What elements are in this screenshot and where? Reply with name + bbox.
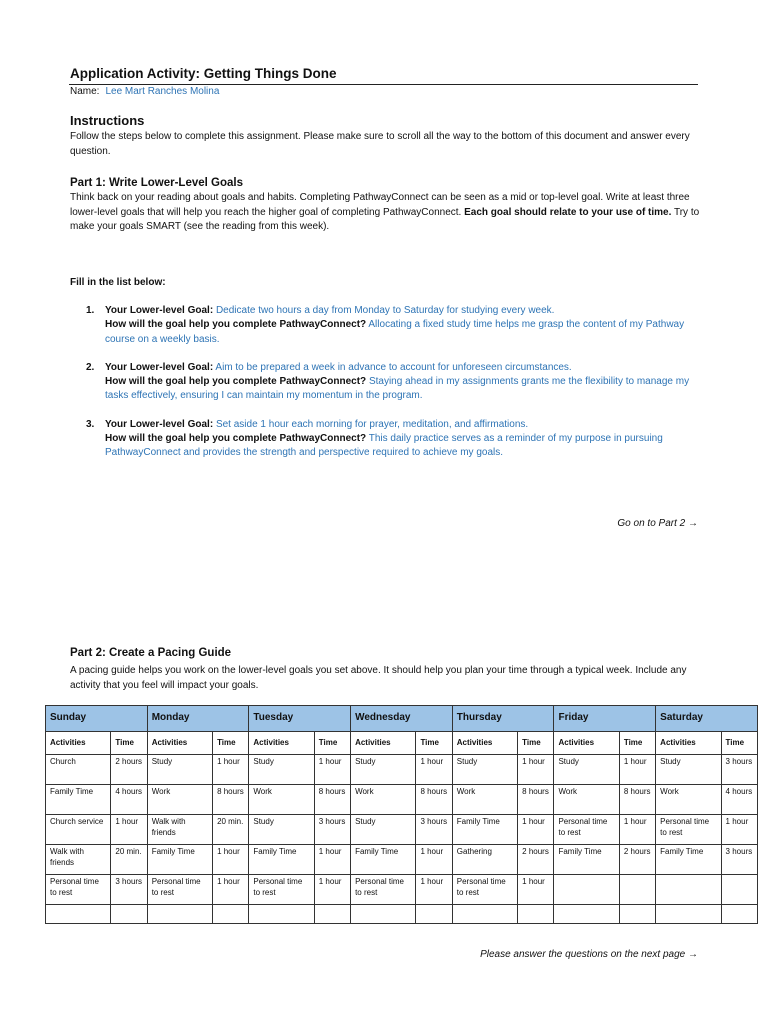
day-header-row bbox=[46, 706, 758, 732]
help-label: How will the goal help you complete PathwayConnect? bbox=[105, 319, 367, 331]
time-cell[interactable]: 20 min. bbox=[213, 815, 249, 845]
time-cell[interactable]: 1 hour bbox=[416, 755, 452, 785]
time-header: Time bbox=[721, 732, 757, 755]
activity-cell[interactable]: Study bbox=[249, 755, 314, 785]
time-cell[interactable]: 4 hours bbox=[111, 785, 147, 815]
time-cell[interactable]: 3 hours bbox=[416, 815, 452, 845]
activities-header: Activities bbox=[147, 732, 212, 755]
time-cell[interactable]: 20 min. bbox=[111, 845, 147, 875]
goal-item bbox=[70, 361, 690, 404]
time-cell[interactable]: 1 hour bbox=[314, 875, 350, 905]
time-cell[interactable]: 1 hour bbox=[619, 815, 655, 845]
part1-intro bbox=[70, 191, 700, 235]
help-label: How will the goal help you complete PathwayConnect? bbox=[105, 433, 367, 445]
day-header: Monday bbox=[147, 706, 249, 732]
name-line bbox=[70, 86, 219, 97]
time-cell[interactable] bbox=[619, 905, 655, 924]
help-answer[interactable]: This daily practice serves as a reminder of my purpose in pursuing PathwayConnect and provides the strength and perspective required to achieve my goals. bbox=[105, 433, 663, 459]
time-cell[interactable]: 1 hour bbox=[721, 815, 757, 845]
activity-cell[interactable]: Work bbox=[147, 785, 212, 815]
goal-number: 1. bbox=[86, 305, 95, 316]
time-cell[interactable] bbox=[518, 905, 554, 924]
part1-intro-text: Think back on your reading about goals and habits. Completing PathwayConnect can be seen as a mid or top-level goal. Write at least three lower-level goals that will help you reach the higher goal of completing PathwayConnect. bbox=[70, 192, 690, 218]
time-cell[interactable]: 1 hour bbox=[416, 875, 452, 905]
activity-cell[interactable]: Family Time bbox=[147, 845, 212, 875]
schedule-row bbox=[46, 815, 758, 845]
activity-cell[interactable]: Personal time to rest bbox=[452, 875, 517, 905]
activity-cell[interactable]: Personal time to rest bbox=[351, 875, 416, 905]
day-header: Wednesday bbox=[351, 706, 453, 732]
activity-cell[interactable] bbox=[249, 905, 314, 924]
time-cell[interactable]: 1 hour bbox=[111, 815, 147, 845]
activity-cell[interactable]: Study bbox=[249, 815, 314, 845]
time-cell[interactable]: 1 hour bbox=[314, 755, 350, 785]
day-header: Thursday bbox=[452, 706, 554, 732]
activity-cell[interactable]: Study bbox=[554, 755, 619, 785]
time-header: Time bbox=[213, 732, 249, 755]
activity-cell[interactable]: Work bbox=[351, 785, 416, 815]
part1-heading: Part 1: Write Lower-Level Goals bbox=[70, 177, 243, 189]
part2-heading: Part 2: Create a Pacing Guide bbox=[70, 647, 232, 659]
time-cell[interactable]: 8 hours bbox=[416, 785, 452, 815]
help-answer[interactable]: Staying ahead in my assignments grants me the flexibility to manage my tasks effectively, ensuring I can maintain my momentum in the program. bbox=[105, 376, 690, 402]
goals-list bbox=[70, 304, 690, 475]
activity-cell[interactable]: Walk with friends bbox=[147, 815, 212, 845]
time-cell[interactable] bbox=[721, 905, 757, 924]
activity-cell[interactable]: Family Time bbox=[554, 845, 619, 875]
time-cell[interactable]: 1 hour bbox=[518, 755, 554, 785]
goal-answer[interactable]: Aim to be prepared a week in advance to account for unforeseen circumstances. bbox=[215, 361, 572, 373]
document-title: Application Activity: Getting Things Done bbox=[70, 66, 337, 81]
goal-label: Your Lower-level Goal: bbox=[105, 361, 214, 373]
time-cell[interactable]: 1 hour bbox=[619, 755, 655, 785]
activity-cell[interactable]: Walk with friends bbox=[46, 845, 111, 875]
time-header: Time bbox=[111, 732, 147, 755]
part1-intro-end: Try to make your goals SMART (see the reading from this week). bbox=[70, 206, 700, 232]
name-label: Name: bbox=[70, 86, 100, 97]
time-cell[interactable]: 8 hours bbox=[213, 785, 249, 815]
activity-cell[interactable]: Personal time to rest bbox=[656, 815, 721, 845]
goal-item bbox=[70, 304, 690, 347]
activity-cell[interactable]: Church service bbox=[46, 815, 111, 845]
time-cell[interactable]: 3 hours bbox=[721, 845, 757, 875]
activity-cell[interactable] bbox=[656, 905, 721, 924]
activity-cell[interactable]: Study bbox=[147, 755, 212, 785]
next-part-note: Go on to Part 2 → bbox=[617, 518, 698, 529]
name-value[interactable]: Lee Mart Ranches Molina bbox=[105, 86, 220, 97]
activity-cell[interactable]: Study bbox=[656, 755, 721, 785]
time-header: Time bbox=[619, 732, 655, 755]
time-cell[interactable] bbox=[213, 905, 249, 924]
activity-cell[interactable]: Church bbox=[46, 755, 111, 785]
time-cell[interactable]: 2 hours bbox=[518, 845, 554, 875]
time-cell[interactable] bbox=[721, 875, 757, 905]
activities-header: Activities bbox=[46, 732, 111, 755]
activity-cell[interactable]: Personal time to rest bbox=[249, 875, 314, 905]
fill-list-label: Fill in the list below: bbox=[70, 277, 166, 288]
time-cell[interactable]: 8 hours bbox=[314, 785, 350, 815]
day-header: Tuesday bbox=[249, 706, 351, 732]
activity-cell[interactable]: Personal time to rest bbox=[147, 875, 212, 905]
schedule-row bbox=[46, 755, 758, 785]
activity-cell[interactable]: Personal time to rest bbox=[46, 875, 111, 905]
activity-cell[interactable] bbox=[452, 905, 517, 924]
help-answer[interactable]: Allocating a fixed study time helps me grasp the content of my Pathway course on a weekly basis. bbox=[105, 319, 685, 345]
activity-cell[interactable]: Work bbox=[656, 785, 721, 815]
activity-cell[interactable]: Family Time bbox=[452, 815, 517, 845]
time-cell[interactable]: 1 hour bbox=[213, 875, 249, 905]
schedule-row bbox=[46, 905, 758, 924]
activity-cell[interactable]: Gathering bbox=[452, 845, 517, 875]
instructions-heading: Instructions bbox=[70, 113, 145, 128]
goal-label: Your Lower-level Goal: bbox=[105, 418, 214, 430]
activity-cell[interactable]: Work bbox=[554, 785, 619, 815]
goal-label: Your Lower-level Goal: bbox=[105, 305, 214, 316]
activity-cell[interactable]: Family Time bbox=[351, 845, 416, 875]
instructions-text: Follow the steps below to complete this assignment. Please make sure to scroll all the way to the bottom of this document and answer every question. bbox=[70, 131, 690, 157]
activity-cell[interactable]: Study bbox=[452, 755, 517, 785]
goal-answer[interactable]: Set aside 1 hour each morning for prayer, meditation, and affirmations. bbox=[215, 418, 529, 430]
goal-number: 2. bbox=[86, 361, 95, 373]
time-cell[interactable]: 1 hour bbox=[314, 845, 350, 875]
pacing-guide-table bbox=[45, 705, 758, 924]
day-header: Friday bbox=[554, 706, 656, 732]
time-cell[interactable]: 3 hours bbox=[314, 815, 350, 845]
column-subheader-row bbox=[46, 732, 758, 755]
time-cell[interactable]: 1 hour bbox=[416, 845, 452, 875]
time-header: Time bbox=[518, 732, 554, 755]
time-header: Time bbox=[416, 732, 452, 755]
schedule-row bbox=[46, 875, 758, 905]
activity-cell[interactable] bbox=[554, 905, 619, 924]
activities-header: Activities bbox=[351, 732, 416, 755]
time-cell[interactable]: 2 hours bbox=[111, 755, 147, 785]
activities-header: Activities bbox=[452, 732, 517, 755]
activities-header: Activities bbox=[554, 732, 619, 755]
time-cell[interactable] bbox=[111, 905, 147, 924]
activity-cell[interactable] bbox=[147, 905, 212, 924]
goal-number: 3. bbox=[86, 418, 95, 430]
time-cell[interactable]: 1 hour bbox=[213, 755, 249, 785]
goal-item bbox=[70, 418, 690, 461]
activity-cell[interactable]: Study bbox=[351, 755, 416, 785]
day-header: Saturday bbox=[656, 706, 758, 732]
time-header: Time bbox=[314, 732, 350, 755]
time-cell[interactable]: 8 hours bbox=[518, 785, 554, 815]
time-cell[interactable]: 1 hour bbox=[518, 875, 554, 905]
activities-header: Activities bbox=[656, 732, 721, 755]
activity-cell[interactable] bbox=[656, 875, 721, 905]
goal-answer[interactable]: Dedicate two hours a day from Monday to Saturday for studying every week. bbox=[215, 305, 555, 316]
time-cell[interactable] bbox=[314, 905, 350, 924]
time-cell[interactable] bbox=[619, 875, 655, 905]
activity-cell[interactable]: Family Time bbox=[656, 845, 721, 875]
time-cell[interactable]: 8 hours bbox=[619, 785, 655, 815]
schedule-row bbox=[46, 845, 758, 875]
activity-cell[interactable]: Study bbox=[351, 815, 416, 845]
activity-cell[interactable] bbox=[351, 905, 416, 924]
activity-cell[interactable] bbox=[46, 905, 111, 924]
activity-cell[interactable]: Family Time bbox=[249, 845, 314, 875]
time-cell[interactable]: 3 hours bbox=[111, 875, 147, 905]
time-cell[interactable]: 1 hour bbox=[213, 845, 249, 875]
activity-cell[interactable] bbox=[554, 875, 619, 905]
day-header: Sunday bbox=[46, 706, 148, 732]
time-cell[interactable]: 3 hours bbox=[721, 755, 757, 785]
part1-intro-bold: Each goal should relate to your use of time. bbox=[464, 206, 672, 218]
time-cell[interactable]: 1 hour bbox=[518, 815, 554, 845]
part2-intro: A pacing guide helps you work on the lower-level goals you set above. It should help you plan your time through a typical week. Include any activity that you feel will impact your goals. bbox=[70, 665, 687, 691]
next-page-note: Please answer the questions on the next page → bbox=[480, 949, 698, 960]
time-cell[interactable]: 4 hours bbox=[721, 785, 757, 815]
time-cell[interactable]: 2 hours bbox=[619, 845, 655, 875]
activity-cell[interactable]: Work bbox=[249, 785, 314, 815]
title-underline bbox=[69, 84, 698, 85]
time-cell[interactable] bbox=[416, 905, 452, 924]
schedule-row bbox=[46, 785, 758, 815]
activity-cell[interactable]: Personal time to rest bbox=[554, 815, 619, 845]
activity-cell[interactable]: Work bbox=[452, 785, 517, 815]
activities-header: Activities bbox=[249, 732, 314, 755]
activity-cell[interactable]: Family Time bbox=[46, 785, 111, 815]
help-label: How will the goal help you complete PathwayConnect? bbox=[105, 376, 367, 388]
